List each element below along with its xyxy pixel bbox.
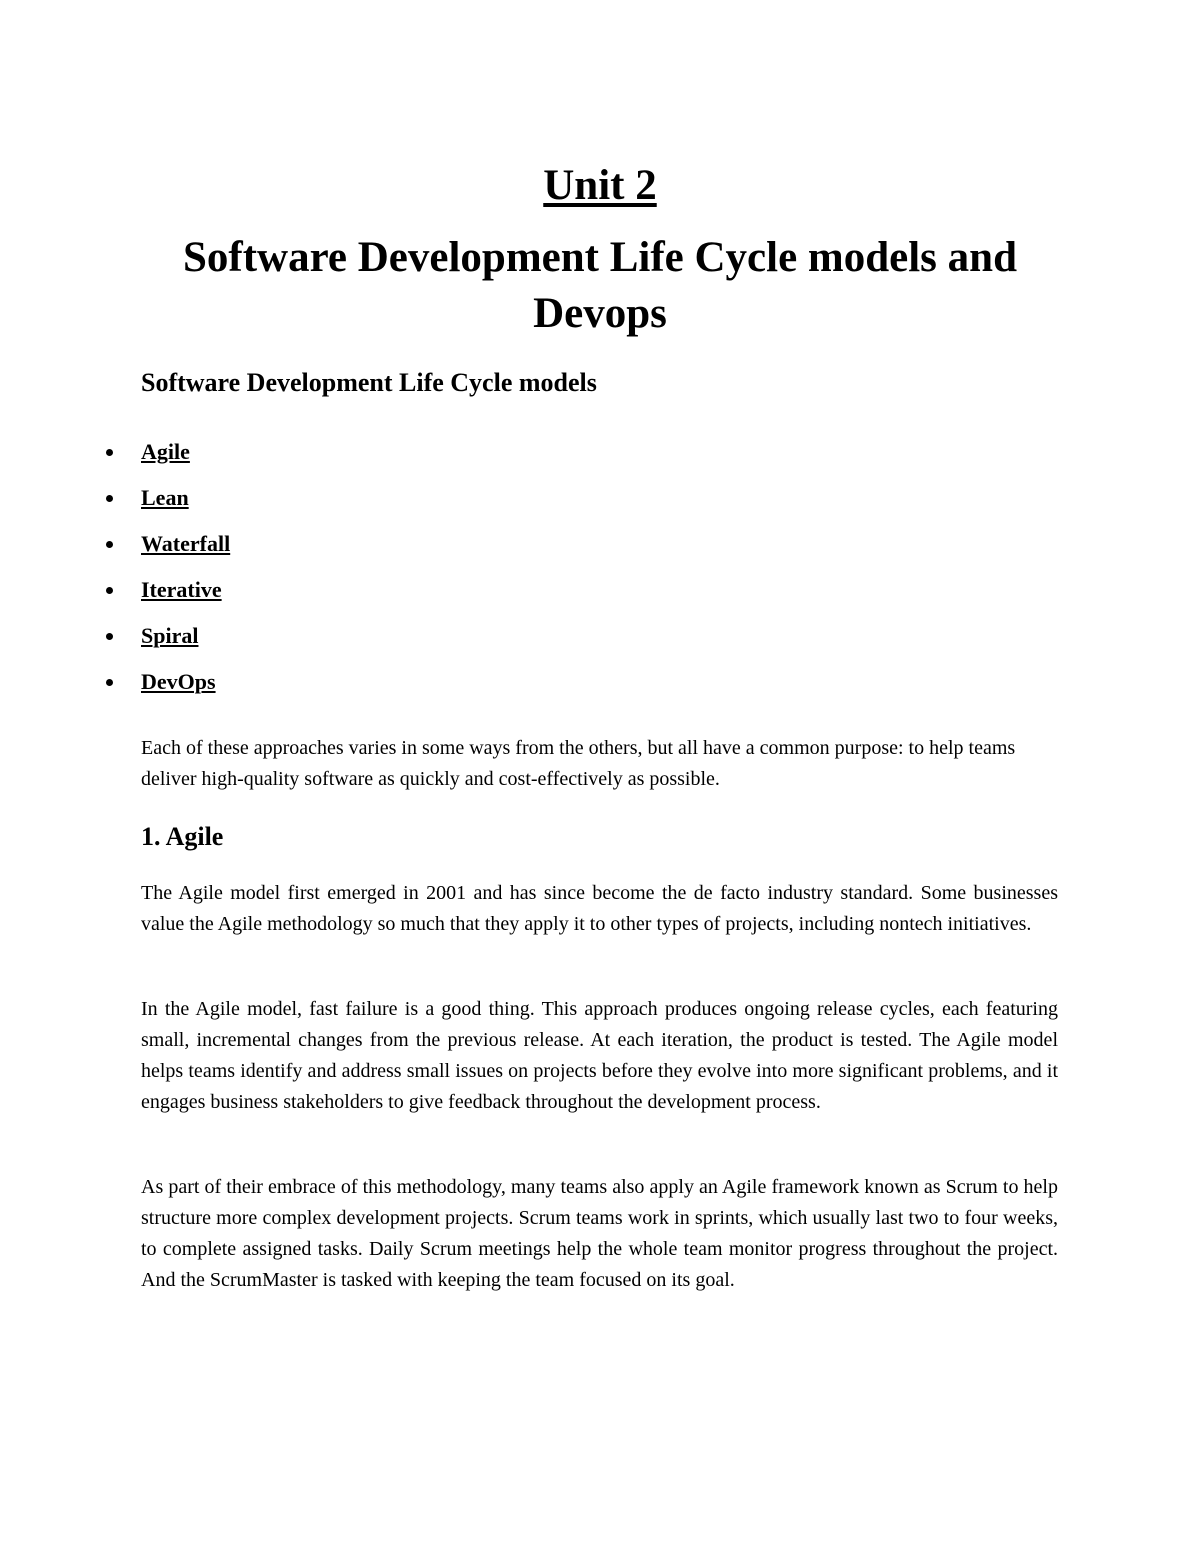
model-link-agile[interactable]: Agile	[141, 439, 190, 464]
bullet-icon	[106, 679, 113, 686]
intro-paragraph: Each of these approaches varies in some ways from the others, but all have a common purpose: to help teams deliver high-quality software as quickly and cost-effectively as possible.	[141, 737, 1016, 790]
agile-paragraph-3: As part of their embrace of this methodology, many teams also apply an Agile framework known as Scrum to help structure more complex development projects. Scrum teams work in sprints, which usually last two to four weeks, to complete assigned tasks. Daily Scrum meetings help the whole team monitor progress throughout the project. And the ScrumMaster is tasked with keeping the team focused on its goal.	[141, 1176, 1058, 1291]
bullet-icon	[106, 633, 113, 640]
bullet-icon	[106, 587, 113, 594]
model-link-waterfall[interactable]: Waterfall	[141, 531, 231, 556]
bullet-icon	[106, 449, 113, 456]
model-link-spiral[interactable]: Spiral	[141, 623, 199, 648]
document-title: Software Development Life Cycle models and Devops	[182, 234, 1017, 337]
bullet-icon	[106, 495, 113, 502]
section-heading: Software Development Life Cycle models	[141, 368, 597, 397]
unit-title: Unit 2	[543, 162, 657, 209]
model-link-devops[interactable]: DevOps	[141, 669, 216, 694]
agile-paragraph-2: In the Agile model, fast failure is a good thing. This approach produces ongoing release cycles, each featuring small, incremental changes from the previous release. At each iteration, the product is tested. The Agile model helps teams identify and address small issues on projects before they evolve into more significant problems, and it engages business stakeholders to give feedback throughout the development process.	[141, 998, 1058, 1113]
agile-paragraph-1: The Agile model first emerged in 2001 and has since become the de facto industry standard. Some businesses value the Agile methodology so much that they apply it to other types of projects, including nontech initiatives.	[141, 882, 1058, 935]
bullet-icon	[106, 541, 113, 548]
model-link-lean[interactable]: Lean	[141, 485, 189, 510]
model-link-iterative[interactable]: Iterative	[141, 577, 222, 602]
agile-heading: 1. Agile	[141, 822, 224, 851]
